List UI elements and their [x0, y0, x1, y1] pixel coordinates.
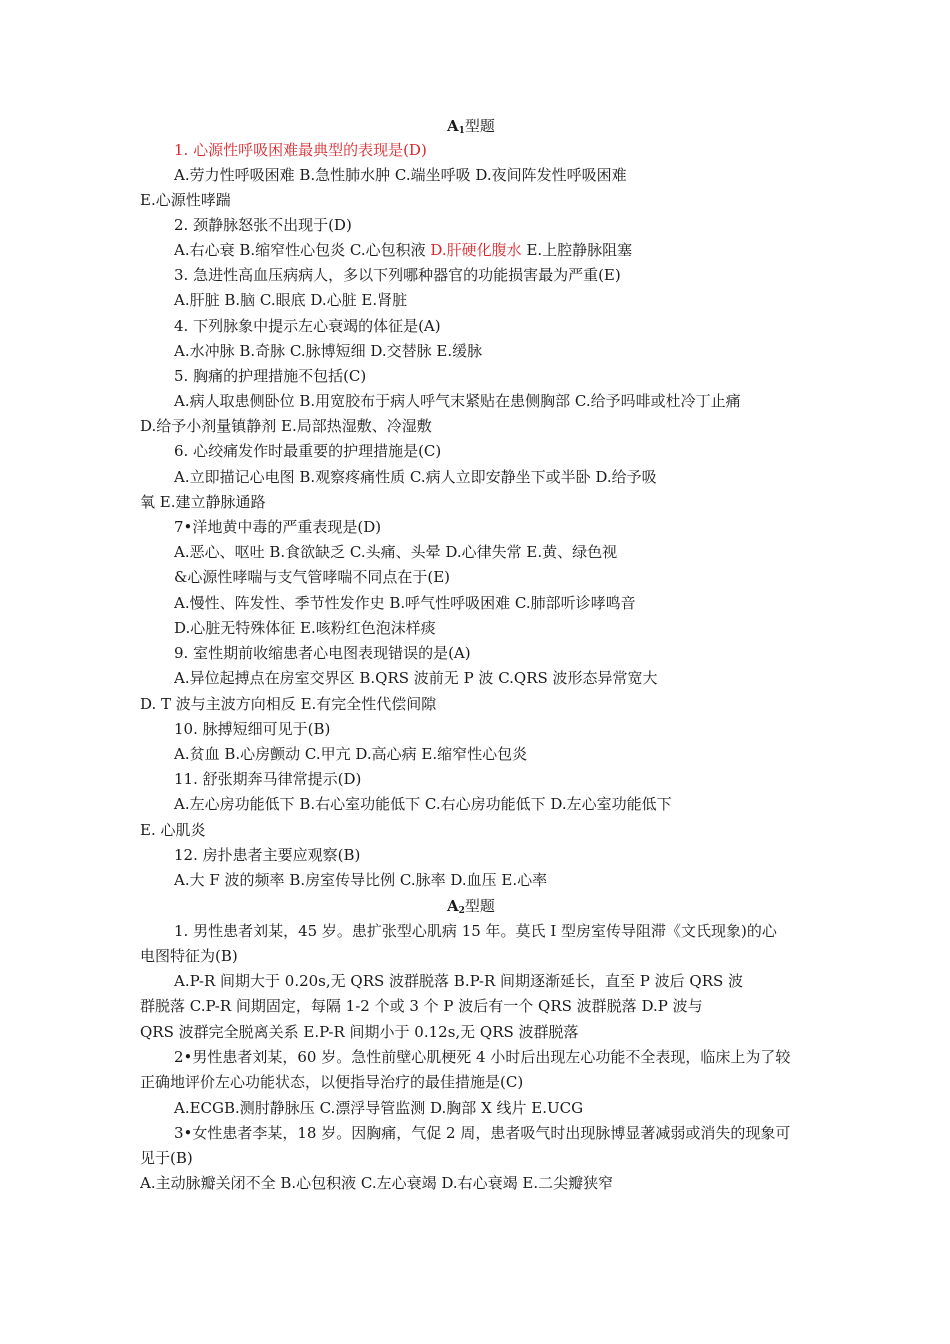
options-line: 群脱落 C.P-R 间期固定，每隔 1-2 个或 3 个 P 波后有一个 QRS 波群脱落 D.P 波与 — [140, 997, 703, 1015]
question-line: 1. 男性患者刘某，45 岁。患扩张型心肌病 15 年。莫氏 I 型房室传导阻滞《文氏现象)的心 — [174, 922, 777, 940]
options-line: A.右心衰 B.缩窄性心包炎 C.心包积液 D.肝硬化腹水 E.上腔静脉阻塞 — [174, 241, 633, 259]
section-heading-a1: $A_1$型题 — [447, 117, 495, 136]
options-line: A.主动脉瓣关闭不全 B.心包积液 C.左心衰竭 D.右心衰竭 E.二尖瓣狭窄 — [140, 1174, 614, 1192]
options-line: A.P-R 间期大于 0.20s,无 QRS 波群脱落 B.P-R 间期逐渐延长，直至 P 波后 QRS 波 — [174, 972, 744, 990]
question-line: 1. 心源性呼吸困难最典型的表现是(D) — [174, 141, 427, 159]
options-line: A.ECGB.测肘静脉压 C.漂浮导管监测 D.胸部 X 线片 E.UCG — [174, 1099, 584, 1117]
options-line: A.劳力性呼吸困难 B.急性肺水肿 C.端坐呼吸 D.夜间阵发性呼吸困难 — [174, 166, 627, 184]
question-line: 9. 室性期前收缩患者心电图表现错误的是(A) — [174, 644, 471, 662]
question-line: 6. 心绞痛发作时最重要的护理措施是(C) — [174, 442, 442, 460]
options-line: A.慢性、阵发性、季节性发作史 B.呼气性呼吸困难 C.肺部听诊哮鸣音 — [174, 594, 636, 612]
question-line: 3. 急进性高血压病病人，多以下列哪种器官的功能损害最为严重(E) — [174, 266, 621, 284]
options-line: A.左心房功能低下 B.右心室功能低下 C.右心房功能低下 D.左心室功能低下 — [174, 795, 672, 813]
options-line: A.水冲脉 B.奇脉 C.脉博短细 D.交替脉 E.缓脉 — [174, 342, 483, 360]
question-line: 2. 颈静脉怒张不出现于(D) — [174, 216, 352, 234]
options-line: D. T 波与主波方向相反 E.有完全性代偿间隙 — [140, 695, 437, 713]
question-line: 7•洋地黄中毒的严重表现是(D) — [174, 518, 382, 536]
question-line: &心源性哮喘与支气管哮喘不同点在于(E) — [174, 568, 451, 586]
question-line: 11. 舒张期奔马律常提示(D) — [174, 770, 362, 788]
options-line: D.给予小剂量镇静剂 E.局部热湿敷、冷湿敷 — [140, 417, 432, 435]
options-line: A.立即描记心电图 B.观察疼痛性质 C.病人立即安静坐下或半卧 D.给予吸 — [174, 468, 657, 486]
options-line: A.恶心、呕吐 B.食欲缺乏 C.头痛、头晕 D.心律失常 E.黄、绿色视 — [174, 543, 618, 561]
question-line: 正确地评价左心功能状态，以便指导治疗的最佳措施是(C) — [140, 1073, 524, 1091]
question-line: 2•男性患者刘某，60 岁。急性前壁心肌梗死 4 小时后出现左心功能不全表现，临床上为了较 — [174, 1048, 791, 1066]
options-line: A.病人取患侧卧位 B.用宽胶布于病人呼气末紧贴在患侧胸部 C.给予吗啡或杜冷丁止痛 — [174, 392, 741, 410]
options-line: QRS 波群完全脱离关系 E.P-R 间期小于 0.12s,无 QRS 波群脱落 — [140, 1023, 579, 1041]
options-line: A.贫血 B.心房颤动 C.甲亢 D.高心病 E.缩窄性心包炎 — [174, 745, 528, 763]
options-line: E.心源性哮踹 — [140, 191, 231, 209]
options-line: A.异位起搏点在房室交界区 B.QRS 波前无 P 波 C.QRS 波形态异常宽大 — [174, 669, 658, 687]
question-line: 3•女性患者李某，18 岁。因胸痛，气促 2 周，患者吸气时出现脉博显著减弱或消失的现象可 — [174, 1124, 791, 1142]
options-line: D.心脏无特殊体征 E.咳粉红色泡沫样痰 — [174, 619, 436, 637]
highlighted-answer: D.肝硬化腹水 — [430, 241, 522, 259]
question-line: 12. 房扑患者主要应观察(B) — [174, 846, 361, 864]
question-line: 电图特征为(B) — [140, 947, 238, 965]
question-line: 5. 胸痛的护理措施不包括(C) — [174, 367, 367, 385]
question-line: 10. 脉搏短细可见于(B) — [174, 720, 331, 738]
options-line: A.大 F 波的频率 B.房室传导比例 C.脉率 D.血压 E.心率 — [174, 871, 548, 889]
options-line: 氧 E.建立静脉通路 — [140, 493, 266, 511]
section-heading-a2: $A_2$型题 — [447, 897, 495, 916]
question-line: 见于(B) — [140, 1149, 193, 1167]
options-line: E. 心肌炎 — [140, 821, 206, 839]
options-line: A.肝脏 B.脑 C.眼底 D.心脏 E.肾脏 — [174, 291, 408, 309]
question-line: 4. 下列脉象中提示左心衰竭的体征是(A) — [174, 317, 441, 335]
